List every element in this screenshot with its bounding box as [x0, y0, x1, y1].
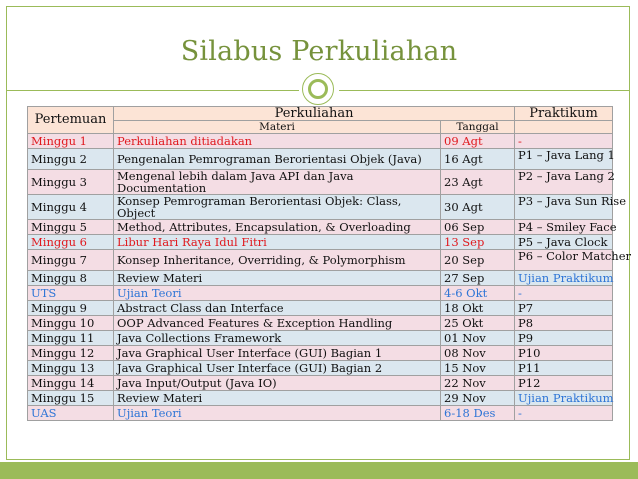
cell-pertemuan: Minggu 5: [28, 220, 114, 235]
cell-materi: Java Graphical User Interface (GUI) Bagian 2: [114, 361, 441, 376]
cell-materi: Java Input/Output (Java IO): [114, 376, 441, 391]
cell-praktikum: P3 – Java Sun Rise: [515, 195, 613, 220]
ornament-ring-icon: [302, 73, 334, 105]
cell-pertemuan: Minggu 9: [28, 301, 114, 316]
cell-materi: Method, Attributes, Encapsulation, & Overloading: [114, 220, 441, 235]
cell-materi: Konsep Inheritance, Overriding, & Polymorphism: [114, 250, 441, 271]
cell-pertemuan: Minggu 11: [28, 331, 114, 346]
cell-materi: Pengenalan Pemrograman Berorientasi Objek (Java): [114, 149, 441, 170]
cell-tanggal: 13 Sep: [441, 235, 515, 250]
cell-pertemuan: Minggu 7: [28, 250, 114, 271]
table-row: [28, 331, 613, 346]
cell-tanggal: 06 Sep: [441, 220, 515, 235]
cell-praktikum: Ujian Praktikum: [515, 391, 613, 406]
cell-pertemuan: Minggu 4: [28, 195, 114, 220]
table-row: [28, 316, 613, 331]
cell-pertemuan: Minggu 6: [28, 235, 114, 250]
cell-praktikum: P1 – Java Lang 1: [515, 149, 613, 170]
table-row: [28, 301, 613, 316]
header-praktikum-blank: [515, 121, 613, 134]
cell-praktikum: P4 – Smiley Face: [515, 220, 613, 235]
header-materi: Materi: [114, 121, 441, 134]
cell-pertemuan: Minggu 15: [28, 391, 114, 406]
cell-pertemuan: Minggu 3: [28, 170, 114, 195]
cell-tanggal: 29 Nov: [441, 391, 515, 406]
cell-praktikum: -: [515, 286, 613, 301]
cell-tanggal: 22 Nov: [441, 376, 515, 391]
table-row: [28, 361, 613, 376]
table-row: [28, 406, 613, 421]
cell-materi: Mengenal lebih dalam Java API dan Java Documentation: [114, 170, 441, 195]
cell-pertemuan: Minggu 8: [28, 271, 114, 286]
cell-pertemuan: Minggu 12: [28, 346, 114, 361]
cell-praktikum: P9: [515, 331, 613, 346]
cell-materi: Ujian Teori: [114, 406, 441, 421]
table-header-row: [28, 107, 613, 121]
table-row: [28, 271, 613, 286]
cell-materi: Review Materi: [114, 391, 441, 406]
cell-tanggal: 15 Nov: [441, 361, 515, 376]
cell-tanggal: 4-6 Okt: [441, 286, 515, 301]
cell-tanggal: 18 Okt: [441, 301, 515, 316]
page-title: Silabus Perkuliahan: [180, 36, 458, 67]
title-divider-right: [339, 90, 630, 91]
table-row: [28, 195, 613, 220]
cell-praktikum: P12: [515, 376, 613, 391]
cell-materi: Libur Hari Raya Idul Fitri: [114, 235, 441, 250]
cell-tanggal: 09 Agt: [441, 134, 515, 149]
header-pertemuan: Pertemuan: [28, 107, 114, 134]
cell-tanggal: 23 Agt: [441, 170, 515, 195]
cell-materi: Perkuliahan ditiadakan: [114, 134, 441, 149]
cell-tanggal: 6-18 Des: [441, 406, 515, 421]
cell-tanggal: 25 Okt: [441, 316, 515, 331]
cell-praktikum: Ujian Praktikum: [515, 271, 613, 286]
cell-tanggal: 01 Nov: [441, 331, 515, 346]
cell-materi: Review Materi: [114, 271, 441, 286]
cell-praktikum: P7: [515, 301, 613, 316]
header-tanggal: Tanggal: [441, 121, 515, 134]
cell-materi: Java Graphical User Interface (GUI) Bagian 1: [114, 346, 441, 361]
cell-materi: Java Collections Framework: [114, 331, 441, 346]
cell-praktikum: P2 – Java Lang 2: [515, 170, 613, 195]
table-row: [28, 220, 613, 235]
header-praktikum: Praktikum: [515, 107, 613, 121]
cell-pertemuan: Minggu 2: [28, 149, 114, 170]
cell-pertemuan: Minggu 14: [28, 376, 114, 391]
cell-pertemuan: UAS: [28, 406, 114, 421]
table-row: [28, 149, 613, 170]
table-subheader-row: [28, 121, 613, 134]
cell-pertemuan: Minggu 10: [28, 316, 114, 331]
cell-praktikum: P11: [515, 361, 613, 376]
table-row: [28, 391, 613, 406]
ornament-ring-inner: [308, 79, 328, 99]
cell-praktikum: -: [515, 134, 613, 149]
cell-praktikum: P8: [515, 316, 613, 331]
syllabus-table: [27, 105, 632, 421]
header-perkuliahan: Perkuliahan: [114, 107, 515, 121]
table-row: [28, 346, 613, 361]
table-row: [28, 250, 613, 271]
cell-materi: Abstract Class dan Interface: [114, 301, 441, 316]
cell-pertemuan: Minggu 13: [28, 361, 114, 376]
title-divider-left: [6, 90, 299, 91]
cell-tanggal: 16 Agt: [441, 149, 515, 170]
cell-tanggal: 30 Agt: [441, 195, 515, 220]
cell-praktikum: P5 – Java Clock: [515, 235, 613, 250]
table-row: [28, 134, 613, 149]
table-row: [28, 376, 613, 391]
cell-tanggal: 20 Sep: [441, 250, 515, 271]
cell-tanggal: 27 Sep: [441, 271, 515, 286]
cell-praktikum: P6 – Color Matcher: [515, 250, 613, 271]
cell-pertemuan: Minggu 1: [28, 134, 114, 149]
table-row: [28, 286, 613, 301]
cell-pertemuan: UTS: [28, 286, 114, 301]
cell-tanggal: 08 Nov: [441, 346, 515, 361]
footer-bar: [0, 462, 638, 479]
cell-materi: Ujian Teori: [114, 286, 441, 301]
cell-praktikum: -: [515, 406, 613, 421]
cell-materi: OOP Advanced Features & Exception Handling: [114, 316, 441, 331]
cell-praktikum: P10: [515, 346, 613, 361]
cell-materi: Konsep Pemrograman Berorientasi Objek: Class, Object: [114, 195, 441, 220]
table-row: [28, 170, 613, 195]
table-row: [28, 235, 613, 250]
